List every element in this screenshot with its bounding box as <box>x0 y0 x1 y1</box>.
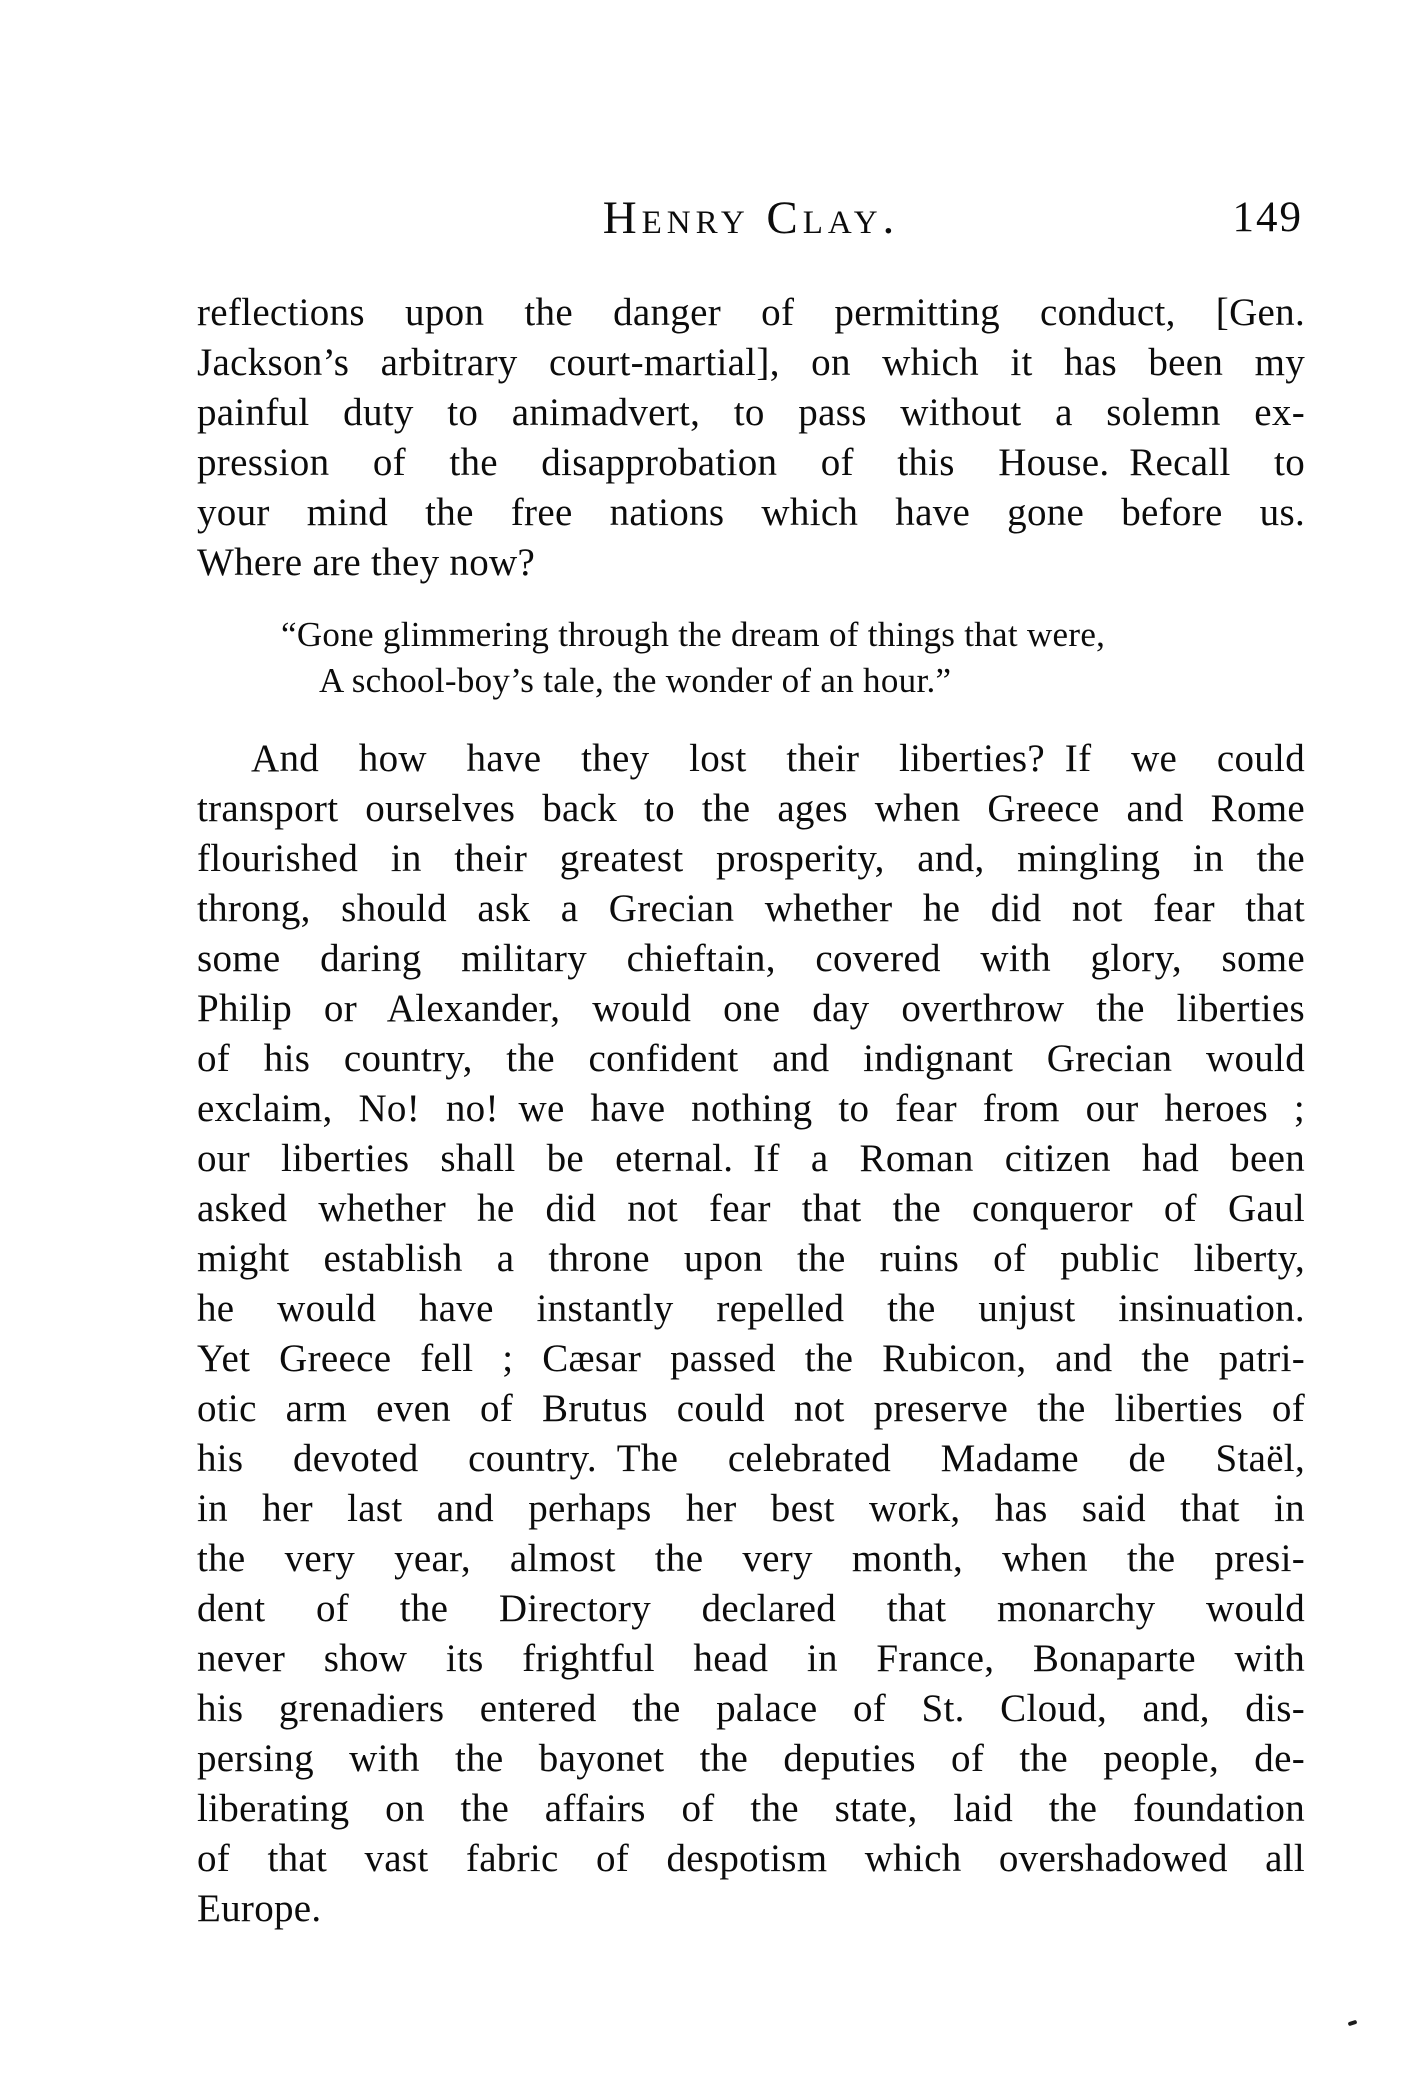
text-line: of that vast fabric of despotism which overshadowed all <box>197 1837 1305 1880</box>
text-line: liberating on the affairs of the state, laid the foundation <box>197 1787 1305 1830</box>
text-line: And how have they lost their liberties? If we could <box>251 737 1305 780</box>
text-line: our liberties shall be eternal. If a Roman citizen had been <box>197 1137 1305 1180</box>
text-line: painful duty to animadvert, to pass without a solemn ex- <box>197 391 1305 434</box>
text-line: dent of the Directory declared that monarchy would <box>197 1587 1305 1630</box>
running-header <box>197 190 1305 246</box>
text-line: your mind the free nations which have gone before us. <box>197 491 1305 534</box>
ink-speck <box>1348 2020 1358 2027</box>
text-line: asked whether he did not fear that the conqueror of Gaul <box>197 1187 1305 1230</box>
paragraph-1 <box>197 288 1305 588</box>
pull-quote <box>197 612 1305 704</box>
text-line: flourished in their greatest prosperity, and, mingling in the <box>197 837 1305 880</box>
text-line: Where are they now? <box>197 541 536 584</box>
text-line: Yet Greece fell ; Cæsar passed the Rubicon, and the patri- <box>197 1337 1305 1380</box>
text-line: otic arm even of Brutus could not preserve the liberties of <box>197 1387 1305 1430</box>
text-line: he would have instantly repelled the unjust insinuation. <box>197 1287 1305 1330</box>
text-line: of his country, the confident and indignant Grecian would <box>197 1037 1305 1080</box>
text-line: persing with the bayonet the deputies of the people, de- <box>197 1737 1305 1780</box>
text-line: Europe. <box>197 1887 322 1930</box>
text-line: Jackson’s arbitrary court-martial], on which it has been my <box>197 341 1305 384</box>
text-line: his grenadiers entered the palace of St. Cloud, and, dis- <box>197 1687 1305 1730</box>
text-line: some daring military chieftain, covered with glory, some <box>197 937 1305 980</box>
running-header-title: Henry Clay. <box>602 192 900 244</box>
text-line: throng, should ask a Grecian whether he did not fear that <box>197 887 1305 930</box>
text-line: Philip or Alexander, would one day overthrow the liberties <box>197 987 1305 1030</box>
text-line: never show its frightful head in France, Bonaparte with <box>197 1637 1305 1680</box>
text-line: transport ourselves back to the ages when Greece and Rome <box>197 787 1305 830</box>
text-line: the very year, almost the very month, when the presi- <box>197 1537 1305 1580</box>
text-line: A school-boy’s tale, the wonder of an hour.” <box>319 661 952 700</box>
text-line: in her last and perhaps her best work, has said that in <box>197 1487 1305 1530</box>
text-line: might establish a throne upon the ruins of public liberty, <box>197 1237 1305 1280</box>
page-number: 149 <box>1232 194 1303 241</box>
text-line: reflections upon the danger of permitting conduct, [Gen. <box>197 291 1305 334</box>
text-line: exclaim, No! no! we have nothing to fear from our heroes ; <box>197 1087 1305 1130</box>
paragraph-2 <box>197 734 1305 1934</box>
text-line: pression of the disapprobation of this House. Recall to <box>197 441 1305 484</box>
text-line: “Gone glimmering through the dream of things that were, <box>281 615 1106 654</box>
text-line: his devoted country. The celebrated Madame de Staël, <box>197 1437 1305 1480</box>
